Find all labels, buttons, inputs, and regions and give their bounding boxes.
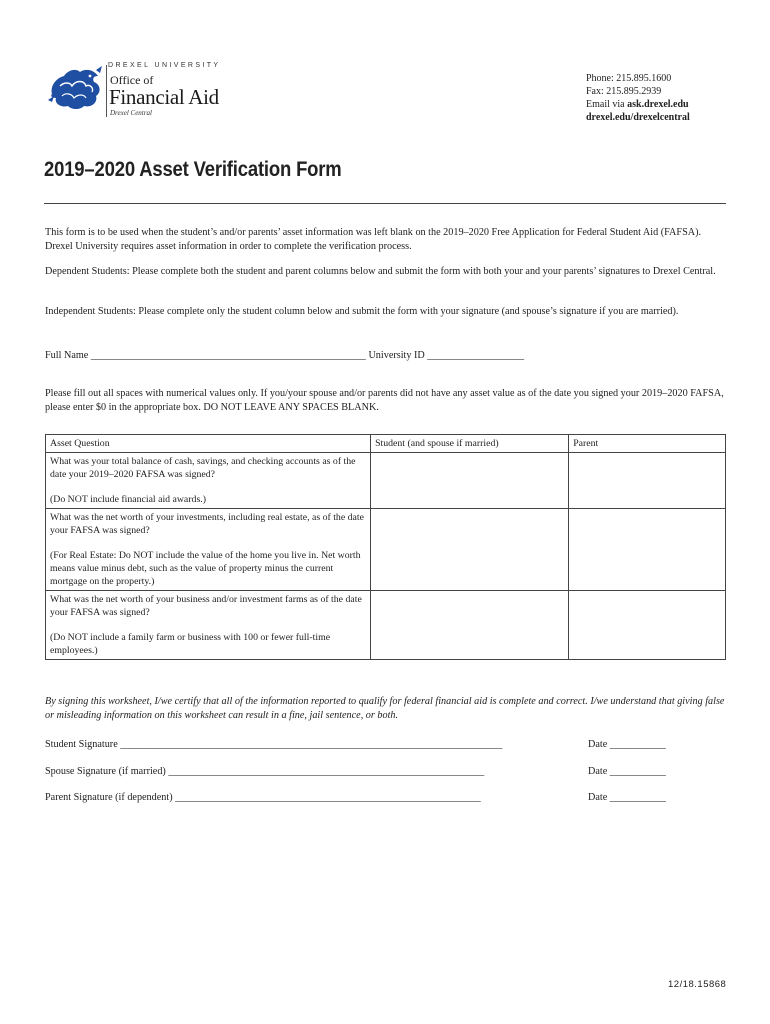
header-asset-question: Asset Question [46, 435, 371, 453]
form-code: 12/18.15868 [668, 979, 727, 990]
student-date-line[interactable]: Date ___________ [588, 739, 666, 750]
financial-aid-label: Financial Aid [109, 85, 219, 109]
question-note: (Do NOT include financial aid awards.) [50, 494, 206, 505]
question-cell [46, 453, 371, 509]
fax-number: Fax: 215.895.2939 [586, 86, 662, 97]
contact-block [586, 72, 690, 124]
independent-instructions: Independent Students: Please complete only the student column below and submit the form with your signature (and spouse’s signature if you are married). [45, 306, 679, 317]
question-note: (For Real Estate: Do NOT include the value of the home you live in. Net worth means value minus debt, such as the value of property minus the current mortgage on the property.) [50, 550, 361, 587]
spouse-signature-line[interactable]: Spouse Signature (if married) ______________________________________________________________ [45, 766, 485, 777]
email-line [586, 98, 690, 111]
question-cell [46, 509, 371, 591]
email-prefix: Email via [586, 99, 628, 110]
drexel-logo [46, 62, 246, 122]
spouse-date-line[interactable]: Date ___________ [588, 766, 666, 777]
parent-signature-line[interactable]: Parent Signature (if dependent) ____________________________________________________________ [45, 792, 481, 803]
asset-table [45, 434, 726, 660]
student-answer-cell[interactable] [371, 453, 569, 509]
student-answer-cell[interactable] [371, 509, 569, 591]
question-cell [46, 591, 371, 660]
table-row [46, 509, 726, 591]
question-note: (Do NOT include a family farm or business with 100 or fewer full-time employees.) [50, 632, 331, 656]
dependent-instructions: Dependent Students: Please complete both the student and parent columns below and submit the form with both your and your parents’ signatures to Drexel Central. [45, 266, 716, 277]
parent-answer-cell[interactable] [569, 509, 726, 591]
question-text: What was your total balance of cash, savings, and checking accounts as of the date your 2019–2020 FAFSA was signed? [50, 456, 356, 480]
table-header-row [46, 435, 726, 453]
website-link[interactable] [586, 111, 690, 124]
parent-date-line[interactable]: Date ___________ [588, 792, 666, 803]
phone-number: Phone: 215.895.1600 [586, 73, 672, 84]
website-text[interactable]: drexel.edu/drexelcentral [586, 112, 690, 123]
student-signature-line[interactable]: Student Signature ___________________________________________________________________________ [45, 739, 503, 750]
table-row [46, 591, 726, 660]
parent-answer-cell[interactable] [569, 453, 726, 509]
office-of-label: Office of [110, 73, 154, 87]
question-text: What was the net worth of your investments, including real estate, as of the date your FAFSA was signed? [50, 512, 364, 536]
certification-statement: By signing this worksheet, I/we certify that all of the information reported to qualify for federal financial aid is complete and correct. I/we understand that giving false or misleading information on this worksheet can result in a fine, jail sentence, or both. [45, 696, 725, 721]
student-answer-cell[interactable] [371, 591, 569, 660]
header-parent: Parent [569, 435, 726, 453]
form-title: 2019–2020 Asset Verification Form [44, 158, 342, 181]
table-row [46, 453, 726, 509]
intro-paragraph: This form is to be used when the student’s and/or parents’ asset information was left blank on the 2019–2020 Free Application for Federal Student Aid (FAFSA). Drexel University requires asset information in order to complete the verification process. [45, 227, 702, 252]
university-name: DREXEL UNIVERSITY [108, 62, 221, 69]
drexel-central-label: Drexel Central [110, 109, 152, 117]
dragon-icon [46, 64, 104, 112]
header-student: Student (and spouse if married) [371, 435, 569, 453]
email-site[interactable]: ask.drexel.edu [627, 99, 689, 110]
fill-instructions: Please fill out all spaces with numerical values only. If you/your spouse and/or parents did not have any asset value as of the date you signed your 2019–2020 FAFSA, please enter $0 in the appropriate box. DO NOT LEAVE ANY SPACES BLANK. [45, 388, 724, 413]
full-name-university-id-line[interactable]: Full Name ______________________________________________________ University ID ___________________ [45, 350, 525, 361]
question-text: What was the net worth of your business and/or investment farms as of the date your FAFSA was signed? [50, 594, 362, 618]
title-divider [44, 203, 726, 204]
parent-answer-cell[interactable] [569, 591, 726, 660]
